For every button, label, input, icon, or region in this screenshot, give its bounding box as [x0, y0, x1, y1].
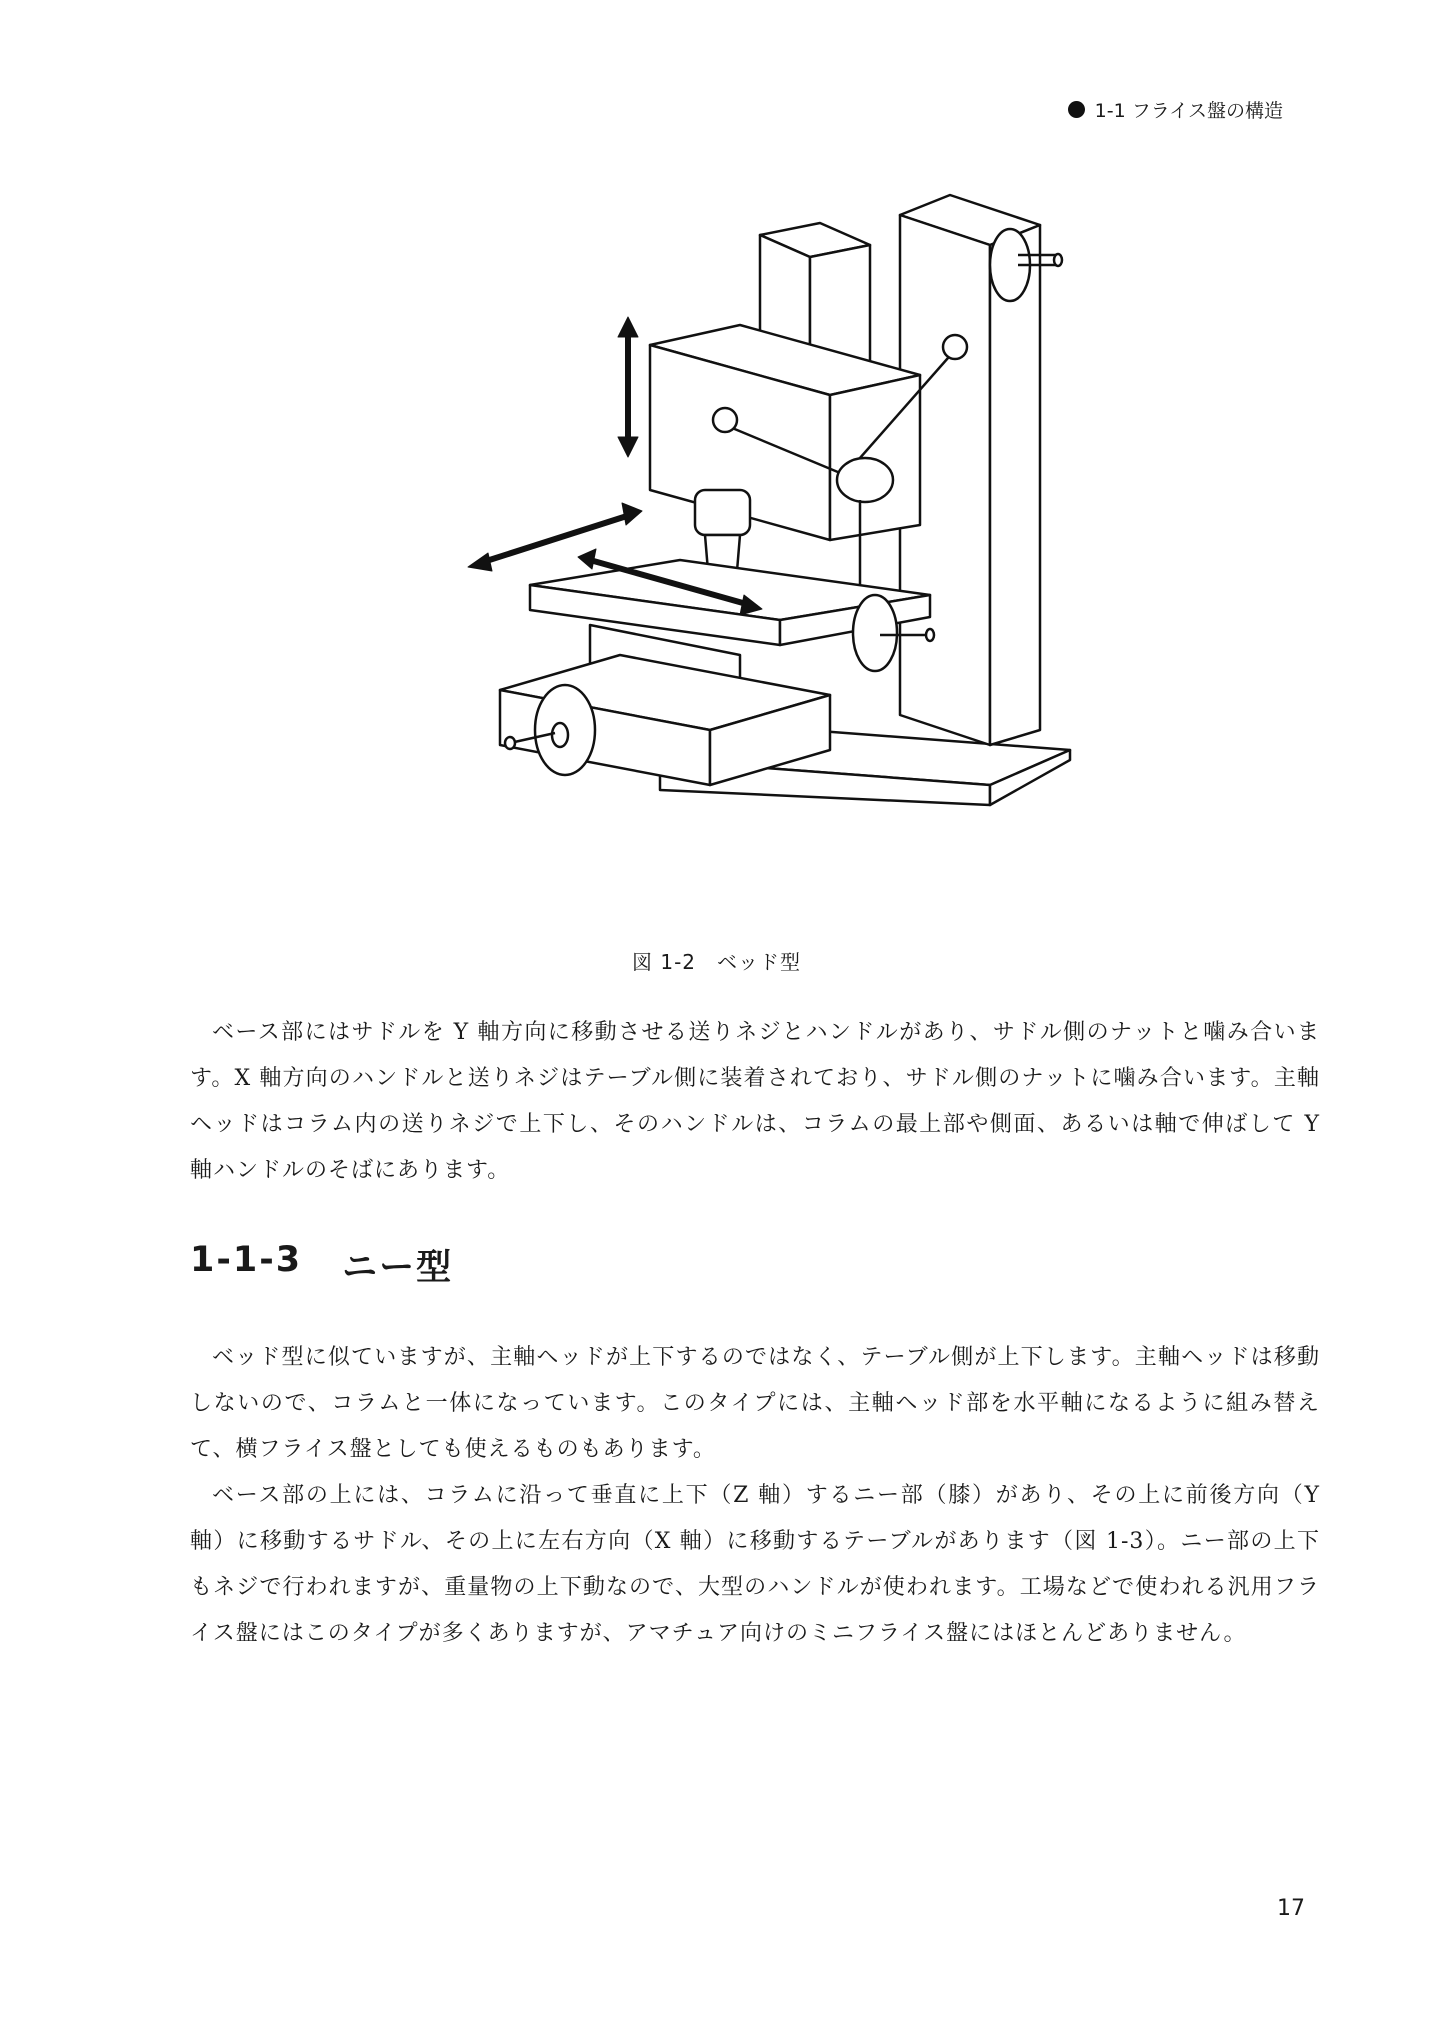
section-heading	[190, 1240, 453, 1290]
figure-caption: 図 1-2 ベッド型	[631, 950, 802, 974]
bullet-icon	[1068, 101, 1085, 118]
body-text-block-1	[190, 1010, 1320, 1194]
paragraph: ベッド型に似ていますが、主軸ヘッドが上下するのではなく、テーブル側が上下します。主軸ヘッドは移動しないので、コラムと一体になっています。このタイプには、主軸ヘッド部を水平軸になるように組み替えて、横フライス盤としても使えるものもあります。	[190, 1345, 1320, 1462]
page-number: 17	[1277, 1896, 1305, 1921]
bed-type-milling-machine-illustration	[410, 185, 1090, 915]
paragraph: ベース部にはサドルを Y 軸方向に移動させる送りネジとハンドルがあり、サドル側のナットと噛み合います。X 軸方向のハンドルと送りネジはテーブル側に装着されており、サドル側のナットに噛み合います。主軸ヘッドはコラム内の送りネジで上下し、そのハンドルは、コラムの最上部や側面、あるいは軸で伸ばして Y 軸ハンドルのそばにあります。	[190, 1020, 1320, 1183]
section-number: 1-1-3	[190, 1240, 303, 1280]
paragraph: ベース部の上には、コラムに沿って垂直に上下（Z 軸）するニー部（膝）があり、その上に前後方向（Y 軸）に移動するサドル、その上に左右方向（X 軸）に移動するテーブルがあります（図 1-3）。ニー部の上下もネジで行われますが、重量物の上下動なので、大型のハンドルが使われます。工場などで使われる汎用フライス盤にはこのタイプが多くありますが、アマチュア向けのミニフライス盤にはほとんどありません。	[190, 1483, 1320, 1646]
running-head-text: 1-1 フライス盤の構造	[1094, 100, 1283, 122]
section-title: ニー型	[342, 1248, 454, 1288]
running-head	[1068, 96, 1283, 123]
body-text-block-2	[190, 1335, 1320, 1657]
